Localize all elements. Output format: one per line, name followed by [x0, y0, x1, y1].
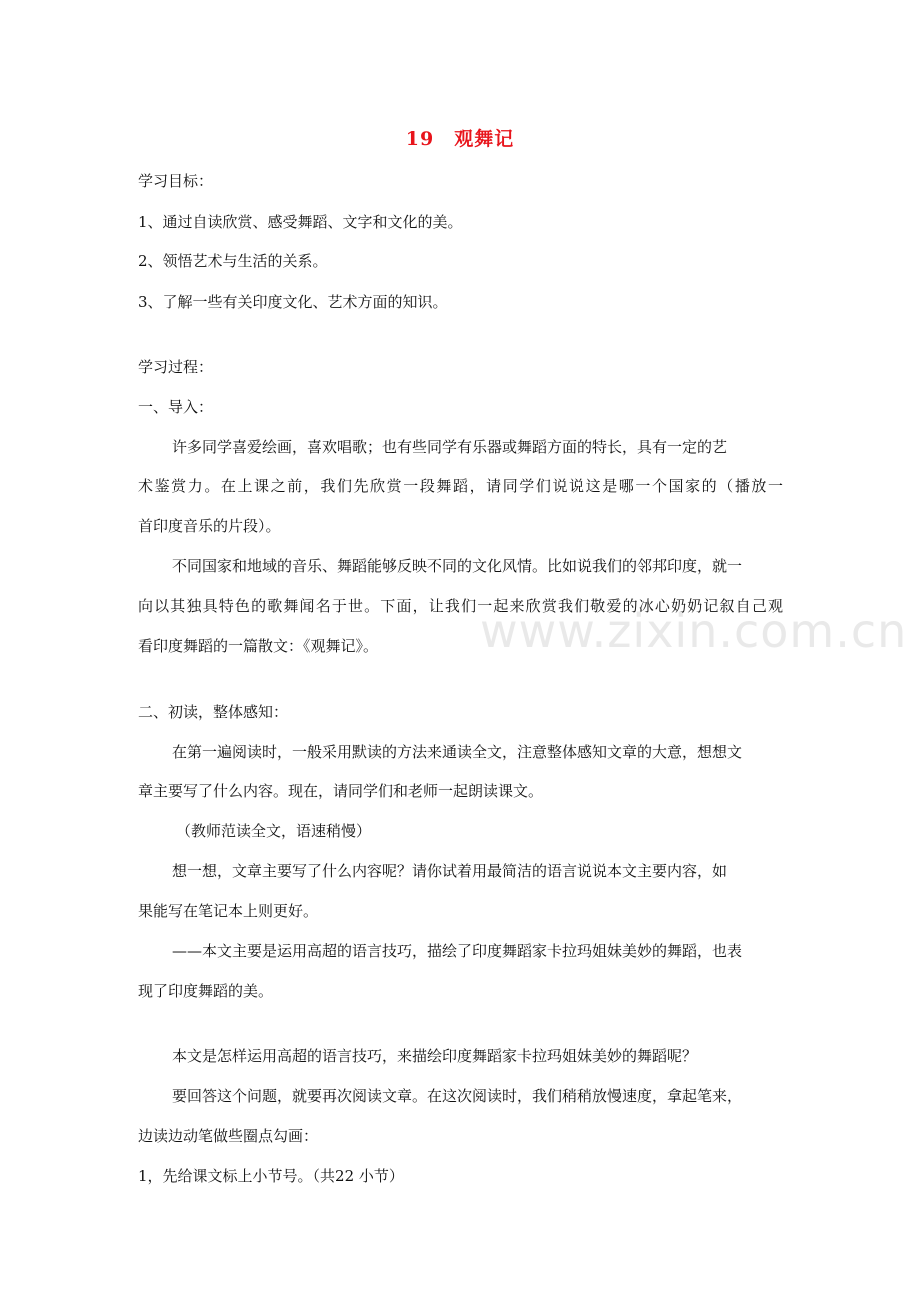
paragraph-line: 边读边动笔做些圈点勾画：: [138, 1127, 319, 1145]
section-heading-process: 学习过程：: [138, 358, 214, 376]
paragraph-line: 看印度舞蹈的一篇散文：《观舞记》。: [138, 637, 379, 655]
paragraph-line: 果能写在笔记本上则更好。: [138, 902, 319, 920]
paragraph-line: 在第一遍阅读时，一般采用默读的方法来通读全文，注意整体感知文章的大意，想想文: [172, 743, 743, 761]
paragraph-line: 本文是怎样运用高超的语言技巧，来描绘印度舞蹈家卡拉玛姐妹美妙的舞蹈呢？: [172, 1047, 698, 1065]
paragraph-line: 想一想，文章主要写了什么内容呢？请你试着用最简洁的语言说说本文主要内容，如: [172, 862, 728, 880]
paragraph-line: 章主要写了什么内容。现在，请同学们和老师一起朗读课文。: [138, 782, 544, 800]
goal-item-2: 2、领悟艺术与生活的关系。: [138, 252, 328, 270]
watermark: www.zixin.com.cn: [480, 604, 908, 658]
paragraph-line: 不同国家和地域的音乐、舞蹈能够反映不同的文化风情。比如说我们的邻邦印度，就一: [172, 557, 743, 575]
paragraph-line: 要回答这个问题，就要再次阅读文章。在这次阅读时，我们稍稍放慢速度，拿起笔来，: [172, 1087, 743, 1105]
subsection-heading-intro: 一、导入：: [138, 398, 214, 416]
paragraph-line: ——本文主要是运用高超的语言技巧，描绘了印度舞蹈家卡拉玛姐妹美妙的舞蹈，也表: [172, 942, 743, 960]
paragraph-line: 首印度音乐的片段）。: [138, 517, 281, 535]
section-heading-goals: 学习目标：: [138, 172, 214, 190]
paragraph-line: （教师范读全文，语速稍慢）: [176, 822, 372, 840]
list-item: 1，先给课文标上小节号。（共22 小节）: [138, 1167, 404, 1185]
subsection-heading-first-reading: 二、初读，整体感知：: [138, 703, 289, 721]
page-title: 19 观舞记: [405, 128, 515, 150]
goal-item-1: 1、通过自读欣赏、感受舞蹈、文字和文化的美。: [138, 213, 463, 231]
paragraph-line: 现了印度舞蹈的美。: [138, 982, 274, 1000]
paragraph-line: 向以其独具特色的歌舞闻名于世。下面，让我们一起来欣赏我们敬爱的冰心奶奶记叙自己观: [138, 597, 783, 615]
paragraph-line: 许多同学喜爱绘画，喜欢唱歌；也有些同学有乐器或舞蹈方面的特长，具有一定的艺: [172, 438, 728, 456]
paragraph-line: 术鉴赏力。在上课之前，我们先欣赏一段舞蹈，请同学们说说这是哪一个国家的（播放一: [138, 477, 783, 495]
goal-item-3: 3、了解一些有关印度文化、艺术方面的知识。: [138, 293, 448, 311]
